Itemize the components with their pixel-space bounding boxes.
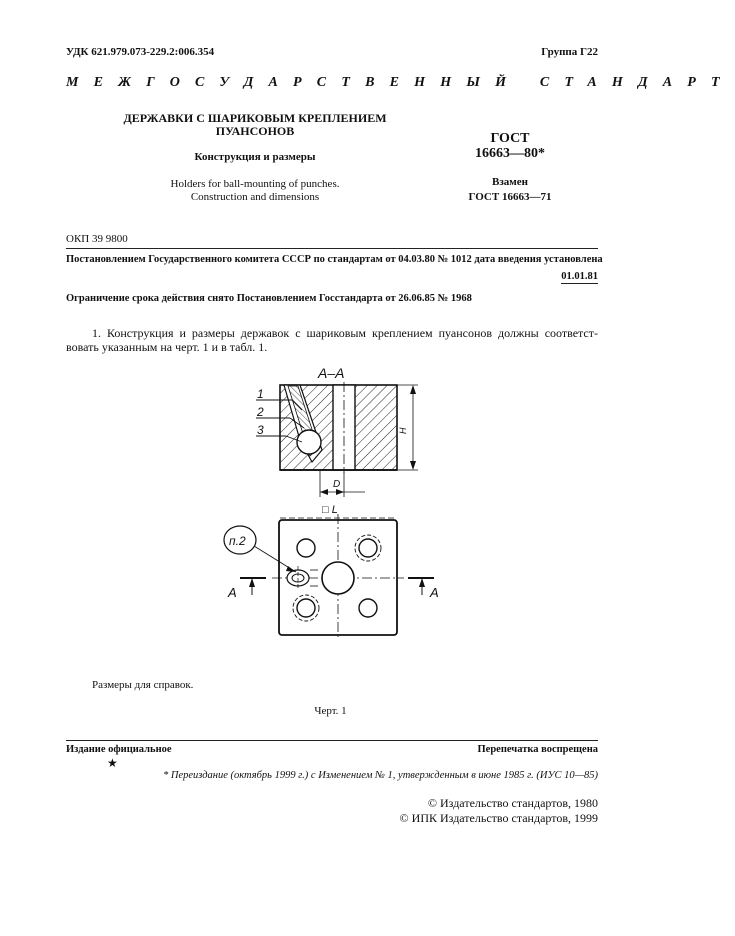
dimension-d <box>320 470 365 497</box>
section-mark-left-label: А <box>228 585 237 600</box>
dim-h-label: H <box>398 427 408 434</box>
dimension-l <box>280 504 397 518</box>
copyright-1980: © Издательство стандартов, 1980 <box>427 796 598 810</box>
reference-note: Размеры для справок. <box>92 679 194 691</box>
group-code: Группа Г22 <box>541 46 598 58</box>
section-mark-right <box>408 578 439 600</box>
standard-type-banner: МЕЖГОСУДАРСТВЕННЫЙ СТАНДАРТ <box>66 75 735 90</box>
reprint-prohibited: Перепечатка воспрещена <box>477 744 598 755</box>
section-view <box>280 382 397 473</box>
dim-d-label: D <box>333 479 341 490</box>
limitation-text: Ограничение срока действия снято Постановлением Госстандарта от 26.06.85 № 1968 <box>66 293 472 304</box>
dimension-h <box>397 385 418 470</box>
official-edition: Издание официальное <box>66 744 172 755</box>
english-title-line-2: Construction and dimensions <box>190 191 320 203</box>
title-line-2: ПУАНСОНОВ <box>215 124 295 138</box>
leader-label-3: 3 <box>257 423 264 437</box>
figure-caption: Черт. 1 <box>314 705 347 717</box>
section-mark-left <box>227 578 266 600</box>
english-title-line-1: Holders for ball-mounting of punches. <box>170 178 340 190</box>
udk-code: УДК 621.979.073-229.2:006.354 <box>66 46 215 58</box>
copyright-1999: © ИПК Издательство стандартов, 1999 <box>399 811 598 825</box>
leader-label-2: 2 <box>257 405 264 419</box>
leader-label-1: 1 <box>257 387 264 401</box>
dim-l-label: □ L <box>322 504 338 516</box>
section-label: А–А <box>318 365 345 381</box>
gost-number: 16663—80* <box>475 146 545 161</box>
okp-code: ОКП 39 9800 <box>66 233 128 245</box>
star-mark: ★ <box>107 756 118 770</box>
plan-view <box>272 514 404 640</box>
replaces-label: Взамен <box>492 176 528 188</box>
decree-date: 01.01.81 <box>561 271 598 282</box>
title-line-1: ДЕРЖАВКИ С ШАРИКОВЫМ КРЕПЛЕНИЕМ <box>123 111 387 125</box>
paragraph-1: 1. Конструкция и размеры державок с шариковым креплением пуансонов должны соответст-вовать указанным на черт. 1 и в табл. 1. <box>66 326 598 354</box>
section-mark-right-label: А <box>430 585 439 600</box>
decree-text: Постановлением Государственного комитета СССР по стандартам от 04.03.80 № 1012 дата введения установлена <box>66 254 603 265</box>
divider-bottom <box>66 740 598 741</box>
gost-label: ГОСТ <box>490 131 530 146</box>
replaces-number: ГОСТ 16663—71 <box>468 191 552 203</box>
reissue-note: * Переиздание (октябрь 1999 г.) с Изменением № 1, утвержденным в июне 1985 г. (ИУС 10—85) <box>162 770 598 781</box>
document-subtitle: Конструкция и размеры <box>194 151 316 163</box>
callout-label: п.2 <box>229 534 246 548</box>
